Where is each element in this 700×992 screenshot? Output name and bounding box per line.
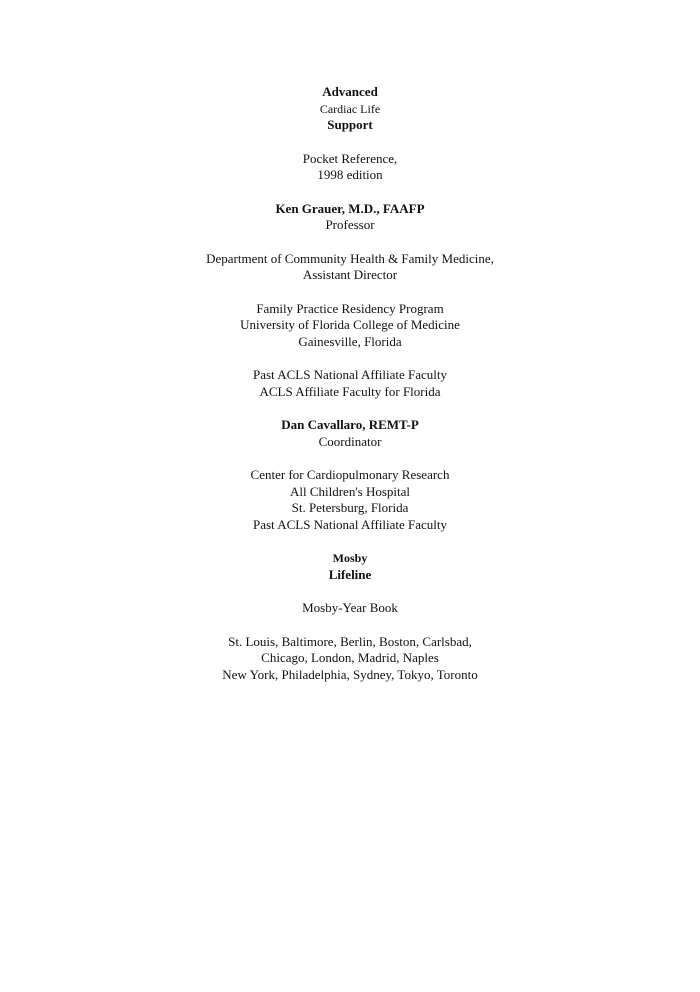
department-line-2: Assistant Director bbox=[302, 267, 398, 282]
author-1-program bbox=[0, 301, 700, 351]
author-2-center bbox=[0, 467, 700, 533]
center-line-2: All Children's Hospital bbox=[289, 483, 411, 499]
center-line-3: St. Petersburg, Florida bbox=[291, 500, 409, 515]
author-1-department bbox=[0, 251, 700, 284]
edition-block bbox=[0, 151, 700, 184]
author-2-block bbox=[0, 417, 700, 450]
publisher-imprint-block bbox=[0, 600, 700, 617]
title-line-3: Support bbox=[327, 117, 373, 132]
center-line-1: Center for Cardiopulmonary Research bbox=[250, 467, 450, 482]
publisher-logo bbox=[0, 550, 700, 583]
program-line-3: Gainesville, Florida bbox=[298, 333, 402, 349]
cities-line-2: Chicago, London, Madrid, Naples bbox=[261, 650, 439, 665]
acls-line-2: ACLS Affiliate Faculty for Florida bbox=[259, 383, 441, 399]
author-1-block bbox=[0, 201, 700, 234]
program-line-2: University of Florida College of Medicine bbox=[240, 317, 460, 332]
publisher-line-1: Mosby bbox=[332, 551, 368, 565]
author-1-name: Ken Grauer, M.D., FAAFP bbox=[275, 200, 425, 216]
publisher-imprint: Mosby-Year Book bbox=[302, 600, 398, 615]
cities-line-1: St. Louis, Baltimore, Berlin, Boston, Carlsbad, bbox=[228, 633, 472, 649]
author-1-role: Professor bbox=[325, 217, 375, 232]
department-line-1: Department of Community Health & Family Medicine, bbox=[206, 250, 494, 266]
cities-line-3: New York, Philadelphia, Sydney, Tokyo, Toronto bbox=[222, 666, 478, 682]
author-2-role: Coordinator bbox=[318, 433, 382, 449]
title-line-2: Cardiac Life bbox=[319, 101, 381, 116]
center-line-4: Past ACLS National Affiliate Faculty bbox=[252, 516, 448, 532]
title-page bbox=[0, 84, 700, 683]
title-line-1: Advanced bbox=[322, 84, 378, 99]
publisher-cities bbox=[0, 634, 700, 684]
author-2-name: Dan Cavallaro, REMT-P bbox=[281, 417, 419, 432]
edition-line-2: 1998 edition bbox=[317, 167, 383, 182]
author-1-acls bbox=[0, 367, 700, 400]
acls-line-1: Past ACLS National Affiliate Faculty bbox=[252, 367, 448, 382]
publisher-line-2: Lifeline bbox=[328, 566, 372, 582]
edition-line-1: Pocket Reference, bbox=[302, 150, 398, 166]
book-title bbox=[0, 84, 700, 134]
program-line-1: Family Practice Residency Program bbox=[256, 300, 444, 316]
